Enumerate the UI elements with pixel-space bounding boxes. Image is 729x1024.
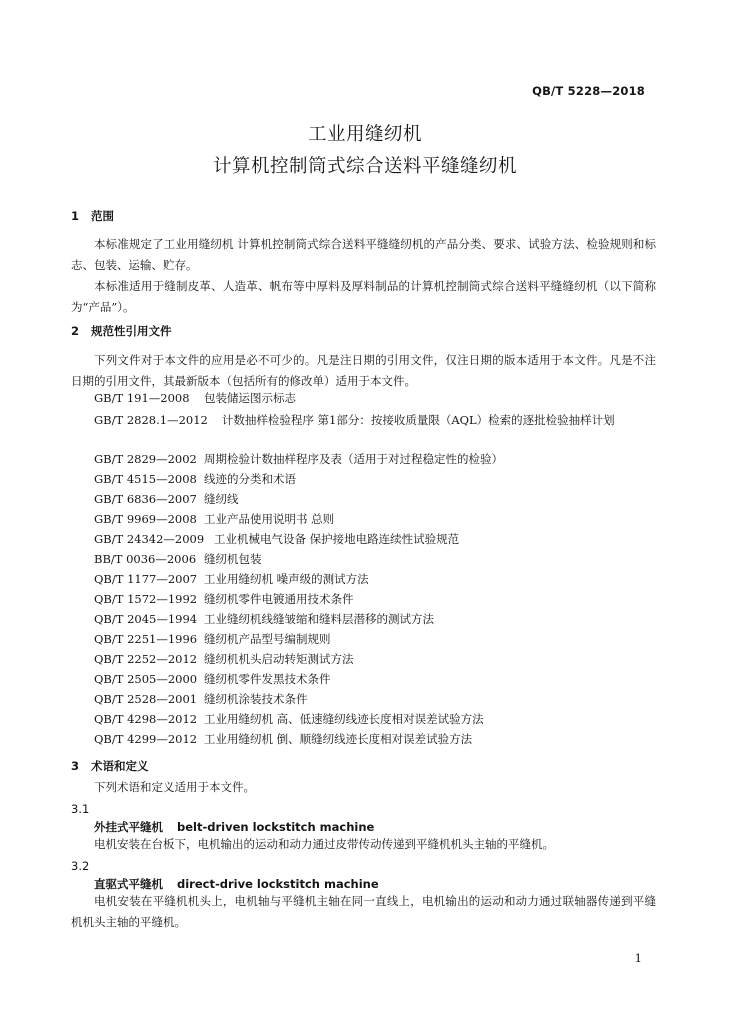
reference-title: 缝纫机零件发黑技术条件 [204,672,331,686]
reference-item [94,591,654,607]
reference-item [94,571,654,587]
reference-title: 工业产品使用说明书 总则 [204,512,335,526]
reference-title: 线迹的分类和术语 [204,472,296,486]
reference-code: GB/T 6836—2007 [94,492,197,506]
reference-item [94,551,654,567]
references-intro: 下列文件对于本文件的应用是必不可少的。凡是注日期的引用文件，仅注日期的版本适用于本文件。凡是不注日期的引用文件，其最新版本（包括所有的修改单）适用于本文件。 [71,353,656,388]
term-en: belt-driven lockstitch machine [177,820,375,834]
reference-title: 缝纫机涂装技术条件 [204,692,308,706]
document-title-line1: 工业用缝纫机 [307,124,422,145]
reference-item [94,471,654,487]
reference-code: BB/T 0036—2006 [94,552,197,566]
reference-title: 工业用缝纫机 高、低速缝纫线迹长度相对误差试验方法 [204,712,484,726]
section-2-heading [71,323,631,339]
reference-item [94,731,654,747]
reference-title: 包装储运图示标志 [204,391,296,405]
reference-title: 工业用缝纫机 倒、顺缝纫线迹长度相对误差试验方法 [204,732,473,746]
reference-code: GB/T 4515—2008 [94,472,197,486]
section-1-heading [71,208,631,224]
section-title: 术语和定义 [91,759,149,773]
reference-code: GB/T 9969—2008 [94,512,197,526]
reference-code: QB/T 2528—2001 [94,692,198,706]
reference-title: 缝纫机包装 [204,552,262,566]
reference-item [94,390,654,406]
reference-item-wrapped [71,410,656,431]
reference-code: GB/T 2829—2002 [94,452,197,466]
reference-code: QB/T 1177—2007 [94,572,198,586]
reference-item [94,651,654,667]
reference-title: 计数抽样检验程序 第1部分：按接收质量限（AQL）检索的逐批检验抽样计划 [221,413,615,427]
term-definition: 电机安装在台板下，电机输出的运动和动力通过皮带传动传递到平缝机机头主轴的平缝机。 [94,837,554,851]
reference-title: 工业机械电气设备 保护接地电路连续性试验规范 [214,532,460,546]
term-zh: 外挂式平缝机 [94,820,163,834]
scope-paragraph-1: 本标准规定了工业用缝纫机 计算机控制筒式综合送料平缝缝纫机的产品分类、要求、试验方法、检验规则和标志、包装、运输、贮存。 [71,237,656,272]
section-title: 范围 [91,209,114,223]
reference-title: 缝纫线 [204,492,239,506]
section-number: 2 [71,324,80,338]
page-number: 1 [634,951,642,965]
section-number: 3 [71,759,80,773]
reference-item [94,531,654,547]
reference-code: GB/T 2828.1—2012 [94,413,208,427]
reference-code: QB/T 2045—1994 [94,612,198,626]
section-number: 1 [71,209,80,223]
reference-title: 缝纫机产品型号编制规则 [204,632,331,646]
reference-item [94,491,654,507]
term-number: 3.2 [71,859,90,873]
terms-intro: 下列术语和定义适用于本文件。 [94,780,255,794]
reference-item [94,671,654,687]
reference-code: QB/T 2505—2000 [94,672,198,686]
reference-item [94,711,654,727]
scope-paragraph-2: 本标准适用于缝制皮革、人造革、帆布等中厚料及厚料制品的计算机控制筒式综合送料平缝缝纫机（以下简称为“产品”）。 [71,279,656,314]
term-number: 3.1 [71,802,90,816]
term-heading [94,876,654,892]
reference-title: 周期检验计数抽样程序及表（适用于对过程稳定性的检验） [204,452,503,466]
section-title: 规范性引用文件 [91,324,172,338]
reference-code: QB/T 2251—1996 [94,632,198,646]
term-definition: 电机安装在平缝机机头上，电机轴与平缝机主轴在同一直线上，电机输出的运动和动力通过联轴器传递到平缝机机头主轴的平缝机。 [71,894,656,929]
reference-item [94,451,654,467]
reference-code: QB/T 1572—1992 [94,592,198,606]
reference-title: 工业缝纫机线缝皱缩和缝料层潜移的测试方法 [204,612,434,626]
term-en: direct-drive lockstitch machine [177,877,379,891]
standard-code: QB/T 5228—2018 [532,84,645,98]
reference-item [94,611,654,627]
reference-code: GB/T 191—2008 [94,391,190,405]
term-zh: 直驱式平缝机 [94,877,163,891]
section-3-heading [71,758,631,774]
reference-title: 缝纫机零件电镀通用技术条件 [204,592,354,606]
reference-code: QB/T 4299—2012 [94,732,198,746]
reference-title: 缝纫机机头启动转矩测试方法 [204,652,354,666]
document-title-line2: 计算机控制筒式综合送料平缝缝纫机 [212,156,517,177]
reference-code: QB/T 2252—2012 [94,652,198,666]
reference-code: QB/T 4298—2012 [94,712,198,726]
reference-item [94,511,654,527]
term-heading [94,819,654,835]
reference-title: 工业用缝纫机 噪声级的测试方法 [204,572,369,586]
reference-item [94,631,654,647]
reference-item [94,691,654,707]
reference-code: GB/T 24342—2009 [94,532,205,546]
